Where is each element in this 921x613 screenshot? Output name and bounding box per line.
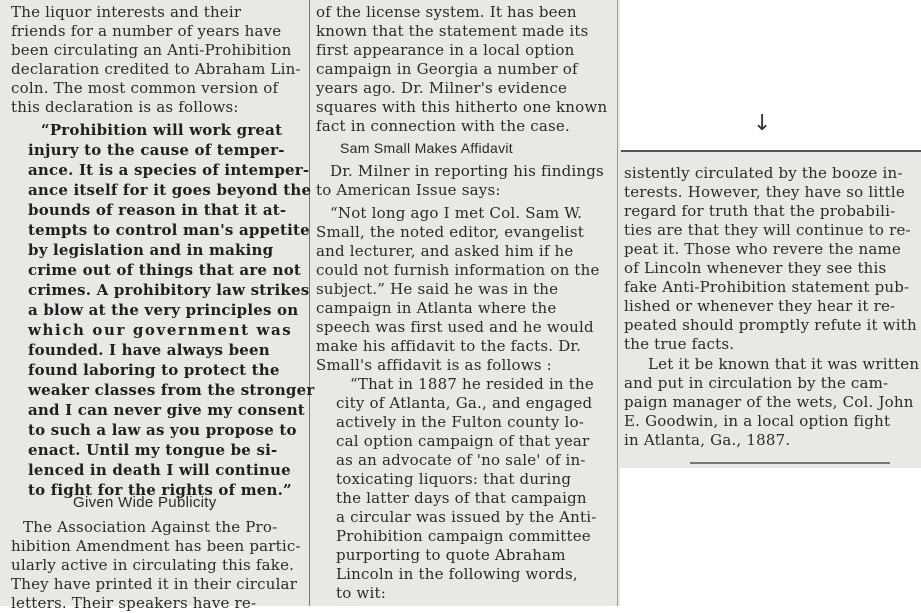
col2-line: could not furnish information on the	[316, 261, 600, 279]
quote-line: weaker classes from the stronger	[28, 381, 315, 399]
col2-line: the latter days of that campaign	[336, 489, 587, 507]
col3-line: of Lincoln whenever they see this	[624, 259, 887, 277]
col2-line: purporting to quote Abraham	[336, 546, 566, 564]
col3-line: in Atlanta, Ga., 1887.	[624, 431, 791, 449]
down-arrow-icon: ↓	[753, 111, 772, 136]
quote-line: crimes. A prohibitory law strikes	[28, 281, 310, 299]
section-heading: Sam Small Makes Affidavit	[340, 140, 513, 156]
quote-line: tempts to control man's appetite	[28, 221, 310, 239]
col2-line: a circular was issued by the Anti-	[336, 508, 597, 526]
col2-line: Small, the noted editor, evangelist	[316, 223, 585, 241]
quote-line: to such a law as you propose to	[28, 421, 297, 439]
col3-line: fake Anti-Prohibition statement pub-	[624, 278, 910, 296]
col2-line: as an advocate of 'no sale' of in-	[336, 451, 586, 469]
col3-line: sistently circulated by the booze in-	[624, 164, 903, 182]
col3-line: lished or whenever they hear it re-	[624, 297, 896, 315]
col1-line: friends for a number of years have	[11, 22, 282, 40]
col3-line: peated should promptly refute it with	[624, 316, 917, 334]
col2-line: Prohibition campaign committee	[336, 527, 591, 545]
col1-line: coln. The most common version of	[11, 79, 279, 97]
col3-line: ties are that they will continue to re-	[624, 221, 911, 239]
col2-line: years ago. Dr. Milner's evidence	[316, 79, 568, 97]
quote-line: by legislation and in making	[28, 241, 274, 259]
quote-line: enact. Until my tongue be si-	[28, 441, 278, 459]
col2-line: speech was first used and he would	[316, 318, 594, 336]
col2-line: “That in 1887 he resided in the	[350, 375, 594, 393]
quote-line: which our government was	[28, 321, 293, 339]
col3-line: regard for truth that the probabili-	[624, 202, 896, 220]
col1-line: The Association Against the Pro-	[23, 518, 278, 536]
quote-line: lenced in death I will continue	[28, 461, 291, 479]
col1-line: declaration credited to Abraham Lin-	[11, 60, 301, 78]
col2-line: subject.” He said he was in the	[316, 280, 559, 298]
col2-line: to American Issue says:	[316, 181, 501, 199]
column-divider-2	[617, 0, 618, 606]
col3-line: the true facts.	[624, 335, 735, 353]
col1-line: been circulating an Anti-Prohibition	[11, 41, 292, 59]
quote-line: injury to the cause of temper-	[28, 141, 285, 159]
quote-line: ance itself for it goes beyond the	[28, 181, 312, 199]
col2-line: squares with this hitherto one known	[316, 98, 608, 116]
col2-line: fact in connection with the case.	[316, 117, 570, 135]
col2-line: of the license system. It has been	[316, 3, 577, 21]
col2-line: first appearance in a local option	[316, 41, 575, 59]
col2-line: Small's affidavit is as follows :	[316, 356, 552, 374]
col2-line: actively in the Fulton county lo-	[336, 413, 584, 431]
col2-line: and lecturer, and asked him if he	[316, 242, 574, 260]
col3-line: peat it. Those who revere the name	[624, 240, 901, 258]
col2-line: to wit:	[336, 584, 386, 602]
col2-line: cal option campaign of that year	[336, 432, 590, 450]
quote-line: crime out of things that are not	[28, 261, 302, 279]
col2-line: “Not long ago I met Col. Sam W.	[330, 204, 583, 222]
col2-line: known that the statement made its	[316, 22, 589, 40]
col3-line: and put in circulation by the cam-	[624, 374, 889, 392]
col2-line: city of Atlanta, Ga., and engaged	[336, 394, 593, 412]
quote-line: to fight for the rights of men.”	[28, 481, 292, 499]
quote-line: bounds of reason in that it at-	[28, 201, 287, 219]
clipping-bottom-rule	[690, 462, 890, 464]
col2-line: Dr. Milner in reporting his findings	[330, 162, 604, 180]
col2-line: campaign in Atlanta where the	[316, 299, 557, 317]
col1-line: this declaration is as follows:	[11, 98, 239, 116]
col3-line: paign manager of the wets, Col. John	[624, 393, 914, 411]
col1-line: ularly active in circulating this fake.	[11, 556, 295, 574]
quote-line: found laboring to protect the	[28, 361, 280, 379]
col2-line: toxicating liquors: that during	[336, 470, 572, 488]
col1-line: letters. Their speakers have re-	[11, 594, 257, 612]
section-heading: Given Wide Publicity	[73, 494, 217, 511]
quote-line: “Prohibition will work great	[41, 121, 283, 139]
quote-line: a blow at the very principles on	[28, 301, 299, 319]
col1-line: hibition Amendment has been partic-	[11, 537, 301, 555]
quote-line: founded. I have always been	[28, 341, 270, 359]
col3-line: terests. However, they have so little	[624, 183, 905, 201]
col2-line: campaign in Georgia a number of	[316, 60, 578, 78]
col3-line: Let it be known that it was written	[648, 355, 920, 373]
column-divider-1	[309, 0, 310, 606]
quote-line: ance. It is a species of intemper-	[28, 161, 310, 179]
quote-line: and I can never give my consent	[28, 401, 305, 419]
clipping-top-rule	[621, 150, 921, 152]
col2-line: Lincoln in the following words,	[336, 565, 578, 583]
col1-line: The liquor interests and their	[11, 3, 242, 21]
col2-line: make his affidavit to the facts. Dr.	[316, 337, 582, 355]
col3-line: E. Goodwin, in a local option fight	[624, 412, 891, 430]
col1-line: They have printed it in their circular	[11, 575, 298, 593]
